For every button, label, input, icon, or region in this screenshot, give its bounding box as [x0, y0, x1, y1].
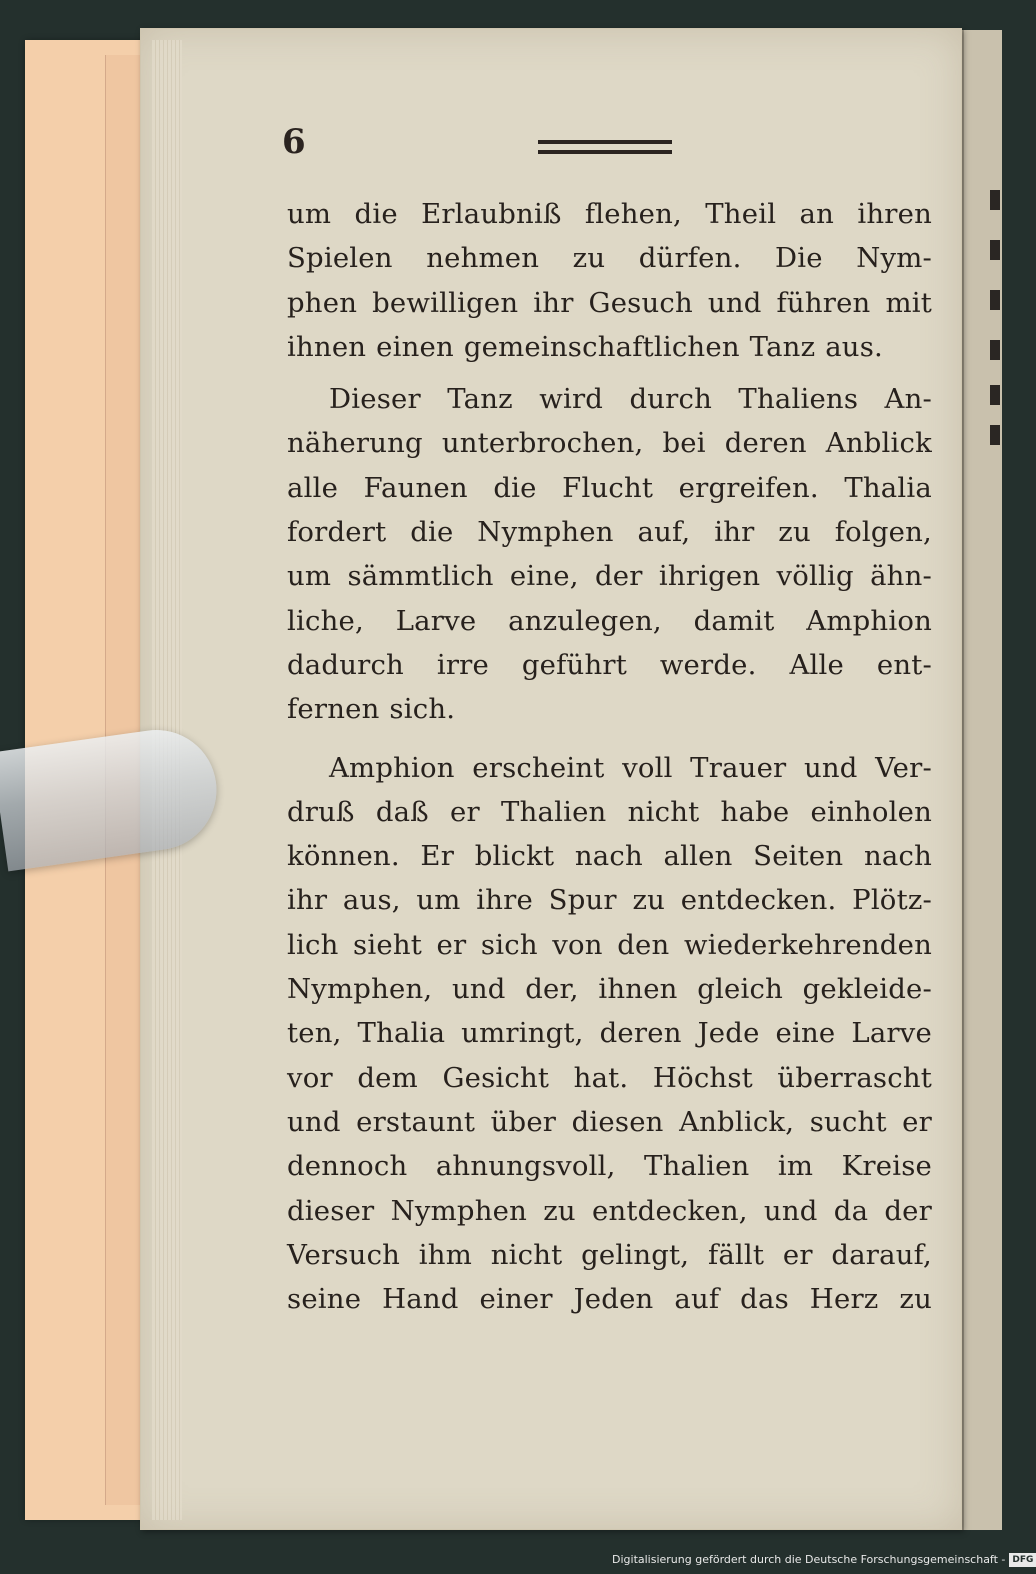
adjacent-page-glyph [990, 385, 1000, 405]
paragraph [287, 192, 932, 369]
text-line: Nymphen, und der, ihnen gleich gekleide- [287, 973, 932, 1006]
text-line: dadurch irre geführt werde. Alle ent- [287, 648, 932, 681]
text-line: um die Erlaubniß flehen, Theil an ihren [287, 198, 932, 230]
text-line: fordert die Nymphen auf, ihr zu folgen, [287, 516, 932, 549]
text-line: fernen sich. [287, 693, 456, 726]
text-line: näherung unterbrochen, bei deren Anblick [287, 427, 932, 460]
text-line: alle Faunen die Flucht ergreifen. Thalia [287, 471, 932, 504]
adjacent-page-glyph [990, 290, 1000, 310]
text-line: ihr aus, um ihre Spur zu entdecken. Plötz- [287, 884, 932, 917]
paragraph [287, 746, 932, 1322]
text-line: Spielen nehmen zu dürfen. Die Nym- [287, 242, 932, 275]
adjacent-page-glyph [990, 240, 1000, 260]
text-line: dennoch ahnungsvoll, Thalien im Kreise [287, 1150, 932, 1183]
body-text [287, 192, 932, 1321]
paragraph [287, 377, 932, 731]
text-line: Versuch ihm nicht gelingt, fällt er darauf, [287, 1238, 932, 1271]
dfg-logo: DFG [1009, 1553, 1036, 1567]
text-line: Amphion erscheint voll Trauer und Ver- [329, 751, 932, 784]
header-rule [538, 140, 672, 144]
text-line: ihnen einen gemeinschaftlichen Tanz aus. [287, 330, 883, 363]
footer-text: Digitalisierung gefördert durch die Deutsche Forschungsgemeinschaft - [612, 1553, 1006, 1566]
text-line: um sämmtlich eine, der ihrigen völlig ähn- [287, 560, 932, 593]
adjacent-page-glyph [990, 190, 1000, 210]
text-line: liche, Larve anzulegen, damit Amphion [287, 604, 932, 637]
text-line: vor dem Gesicht hat. Höchst überrascht [287, 1061, 932, 1094]
text-line: dieser Nymphen zu entdecken, und da der [287, 1194, 932, 1227]
adjacent-page-glyph [990, 340, 1000, 360]
text-line: phen bewilligen ihr Gesuch und führen mit [287, 286, 932, 319]
page-number: 6 [282, 122, 306, 162]
header-rule [538, 150, 672, 154]
text-line: lich sieht er sich von den wiederkehrenden [287, 928, 932, 961]
text-line: Dieser Tanz wird durch Thaliens An- [329, 383, 932, 416]
text-line: und erstaunt über diesen Anblick, sucht er [287, 1105, 932, 1138]
text-line: druß daß er Thalien nicht habe einholen [287, 795, 932, 828]
text-line: ten, Thalia umringt, deren Jede eine Larve [287, 1017, 932, 1050]
adjacent-page-glyph [990, 425, 1000, 445]
text-line: können. Er blickt nach allen Seiten nach [287, 840, 932, 873]
digitization-footer [612, 1553, 1036, 1567]
text-line: seine Hand einer Jeden auf das Herz zu [287, 1283, 932, 1316]
